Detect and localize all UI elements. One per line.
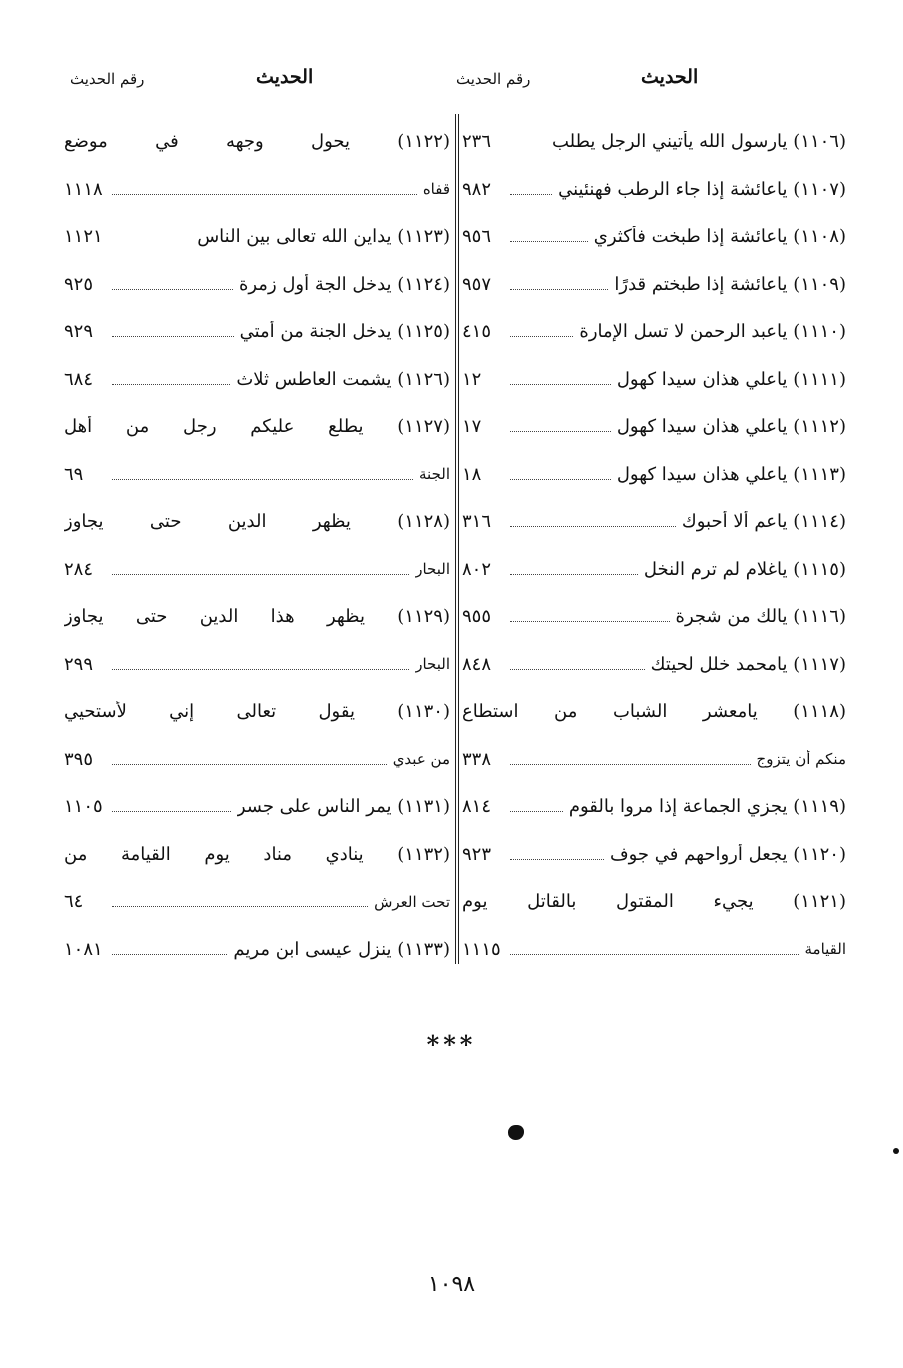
entry-number: ٦٤ — [64, 891, 84, 913]
entry-text: (١١٠٨) ياعائشة إذا طبخت فأكثري — [593, 226, 846, 248]
dotted-leader — [112, 289, 233, 290]
index-entry — [64, 831, 450, 879]
entry-text: (١١٣٢) ينادي مناد يوم القيامة من — [64, 843, 450, 865]
dotted-leader — [112, 954, 227, 955]
index-entry — [462, 498, 846, 546]
right-index-column — [462, 118, 846, 973]
entry-number: ١١٠٥ — [64, 796, 103, 818]
entry-number: ٩٥٧ — [462, 273, 492, 295]
dotted-leader — [510, 954, 799, 955]
entry-text: (١١٢٢) يحول وجهه في موضع — [64, 131, 450, 153]
entry-text: (١١٢٤) يدخل الجة أول زمرة — [238, 273, 450, 295]
dotted-leader — [510, 289, 608, 290]
entry-number: ٨١٤ — [462, 796, 492, 818]
index-entry — [64, 593, 450, 641]
index-entry — [462, 688, 846, 736]
entry-text: (١١١٩) يجزي الجماعة إذا مروا بالقوم — [568, 796, 846, 818]
entry-number: ٢٣٦ — [462, 131, 492, 153]
entry-text: (١١٢٣) يداين الله تعالى بين الناس — [197, 226, 450, 248]
index-entry — [64, 926, 450, 974]
entry-text: (١١٠٦) يارسول الله يأتيني الرجل يطلب — [551, 131, 846, 153]
index-entry — [64, 213, 450, 261]
dotted-leader — [112, 906, 368, 907]
index-entry — [462, 641, 846, 689]
dotted-leader — [112, 764, 387, 765]
entry-continuation-text: تحت العرش — [374, 892, 450, 911]
right-hadith-header: الحديث — [641, 66, 699, 88]
entry-number: ١٨ — [462, 463, 482, 485]
entry-continuation-text: منكم أن يتزوج — [756, 750, 846, 769]
entry-number: ١١١٨ — [64, 178, 103, 200]
entry-text: (١١١١) ياعلي هذان سيدا كهول — [616, 368, 846, 390]
dotted-leader — [510, 859, 604, 860]
entry-number: ٦٨٤ — [64, 368, 94, 390]
index-entry — [64, 356, 450, 404]
entry-text: (١١٠٩) ياعائشة إذا طبختم قدرًا — [614, 273, 846, 295]
entry-continuation-text: القيامة — [804, 940, 846, 959]
index-entry — [462, 546, 846, 594]
index-entry — [462, 118, 846, 166]
index-entry — [462, 356, 846, 404]
index-entry — [64, 878, 450, 926]
dotted-leader — [112, 479, 413, 480]
entry-number: ٩٥٦ — [462, 226, 492, 248]
dotted-leader — [510, 669, 645, 670]
dotted-leader — [112, 336, 234, 337]
index-entry — [64, 451, 450, 499]
entry-number: ٣٩٥ — [64, 748, 94, 770]
index-entry — [462, 878, 846, 926]
dotted-leader — [510, 431, 611, 432]
entry-text: (١١٣٠) يقول تعالى إني لأستحيي — [64, 701, 450, 723]
dotted-leader — [510, 336, 573, 337]
left-hadith-header: الحديث — [256, 66, 314, 88]
ink-blot — [508, 1125, 524, 1140]
index-entry — [462, 261, 846, 309]
dotted-leader — [112, 574, 409, 575]
index-entry — [64, 546, 450, 594]
entry-text: (١١٢٧) يطلع عليكم رجل من أهل — [64, 416, 450, 438]
entry-text: (١١١٣) ياعلي هذان سيدا كهول — [616, 463, 846, 485]
entry-text: (١١٣١) يمر الناس على جسر — [236, 796, 450, 818]
entry-number: ٣٣٨ — [462, 748, 492, 770]
entry-continuation-text: قفاه — [422, 180, 450, 199]
entry-continuation-text: البحار — [415, 560, 450, 579]
dotted-leader — [112, 194, 417, 195]
index-entry — [64, 403, 450, 451]
column-divider-inner — [458, 114, 459, 964]
dotted-leader — [112, 669, 409, 670]
entry-text: (١١٣٣) ينزل عيسى ابن مريم — [233, 938, 450, 960]
entry-text: (١١٢٠) يجعل أرواحهم في جوف — [609, 843, 846, 865]
page-number: ١٠٩٨ — [427, 1272, 476, 1297]
index-entry — [64, 166, 450, 214]
entry-number: ١٢ — [462, 368, 482, 390]
entry-text: (١١١٢) ياعلي هذان سيدا كهول — [616, 416, 846, 438]
index-entry — [462, 926, 846, 974]
dotted-leader — [510, 526, 676, 527]
entry-number: ٦٩ — [64, 463, 84, 485]
entry-text: (١١١٤) ياعم ألا أحبوك — [681, 511, 846, 533]
entry-number: ٨٤٨ — [462, 653, 492, 675]
dotted-leader — [510, 479, 611, 480]
dotted-leader — [510, 811, 563, 812]
entry-text: (١١٢٩) يظهر هذا الدين حتى يجاوز — [64, 606, 450, 628]
entry-continuation-text: البحار — [415, 655, 450, 674]
index-entry — [64, 118, 450, 166]
dotted-leader — [510, 194, 552, 195]
entry-text: (١١١٦) يالك من شجرة — [675, 606, 846, 628]
entry-number: ١١١٥ — [462, 938, 501, 960]
entry-text: (١١٠٧) ياعائشة إذا جاء الرطب فهنئيني — [558, 178, 846, 200]
section-separator: *** — [426, 1030, 477, 1059]
index-entry — [64, 783, 450, 831]
index-entry — [462, 451, 846, 499]
entry-number: ١٧ — [462, 416, 482, 438]
dotted-leader — [510, 621, 670, 622]
index-entry — [462, 593, 846, 641]
dotted-leader — [510, 384, 611, 385]
entry-number: ١٠٨١ — [64, 938, 103, 960]
entry-text: (١١٢١) يجيء المقتول بالقاتل يوم — [462, 891, 846, 913]
left-index-column — [64, 118, 450, 973]
entry-number: ٣١٦ — [462, 511, 492, 533]
entry-number: ٩٢٩ — [64, 321, 94, 343]
index-entry — [64, 498, 450, 546]
entry-continuation-text: من عبدي — [392, 750, 450, 769]
right-number-header: رقم الحديث — [456, 70, 531, 88]
entry-text: (١١١٠) ياعبد الرحمن لا تسل الإمارة — [579, 321, 846, 343]
entry-text: (١١٢٥) يدخل الجنة من أمتي — [239, 321, 450, 343]
index-entry — [462, 308, 846, 356]
dotted-leader — [112, 384, 230, 385]
entry-number: ٩٨٢ — [462, 178, 492, 200]
dotted-leader — [112, 811, 231, 812]
entry-number: ٩٢٥ — [64, 273, 94, 295]
ink-dot — [893, 1148, 899, 1154]
entry-number: ٨٠٢ — [462, 558, 492, 580]
index-entry — [462, 831, 846, 879]
index-entry — [64, 736, 450, 784]
index-entry — [462, 783, 846, 831]
entry-number: ٩٢٣ — [462, 843, 492, 865]
column-divider — [455, 114, 456, 964]
dotted-leader — [510, 574, 638, 575]
index-entry — [462, 166, 846, 214]
left-number-header: رقم الحديث — [70, 70, 145, 88]
index-entry — [462, 403, 846, 451]
index-entry — [462, 213, 846, 261]
entry-number: ٤١٥ — [462, 321, 492, 343]
dotted-leader — [510, 764, 751, 765]
entry-text: (١١٢٨) يظهر الدين حتى يجاوز — [64, 511, 450, 533]
entry-text: (١١٢٦) يشمت العاطس ثلاث — [236, 368, 450, 390]
index-entry — [64, 641, 450, 689]
entry-number: ٢٨٤ — [64, 558, 94, 580]
index-entry — [64, 688, 450, 736]
index-entry — [64, 261, 450, 309]
index-entry — [462, 736, 846, 784]
dotted-leader — [510, 241, 588, 242]
entry-number: ٢٩٩ — [64, 653, 94, 675]
entry-text: (١١١٥) ياغلام لم ترم النخل — [643, 558, 846, 580]
entry-number: ١١٢١ — [64, 226, 103, 248]
entry-text: (١١١٧) يامحمد خلل لحيتك — [650, 653, 846, 675]
index-entry — [64, 308, 450, 356]
entry-continuation-text: الجنة — [419, 465, 450, 484]
entry-text: (١١١٨) يامعشر الشباب من استطاع — [462, 701, 846, 723]
entry-number: ٩٥٥ — [462, 606, 492, 628]
